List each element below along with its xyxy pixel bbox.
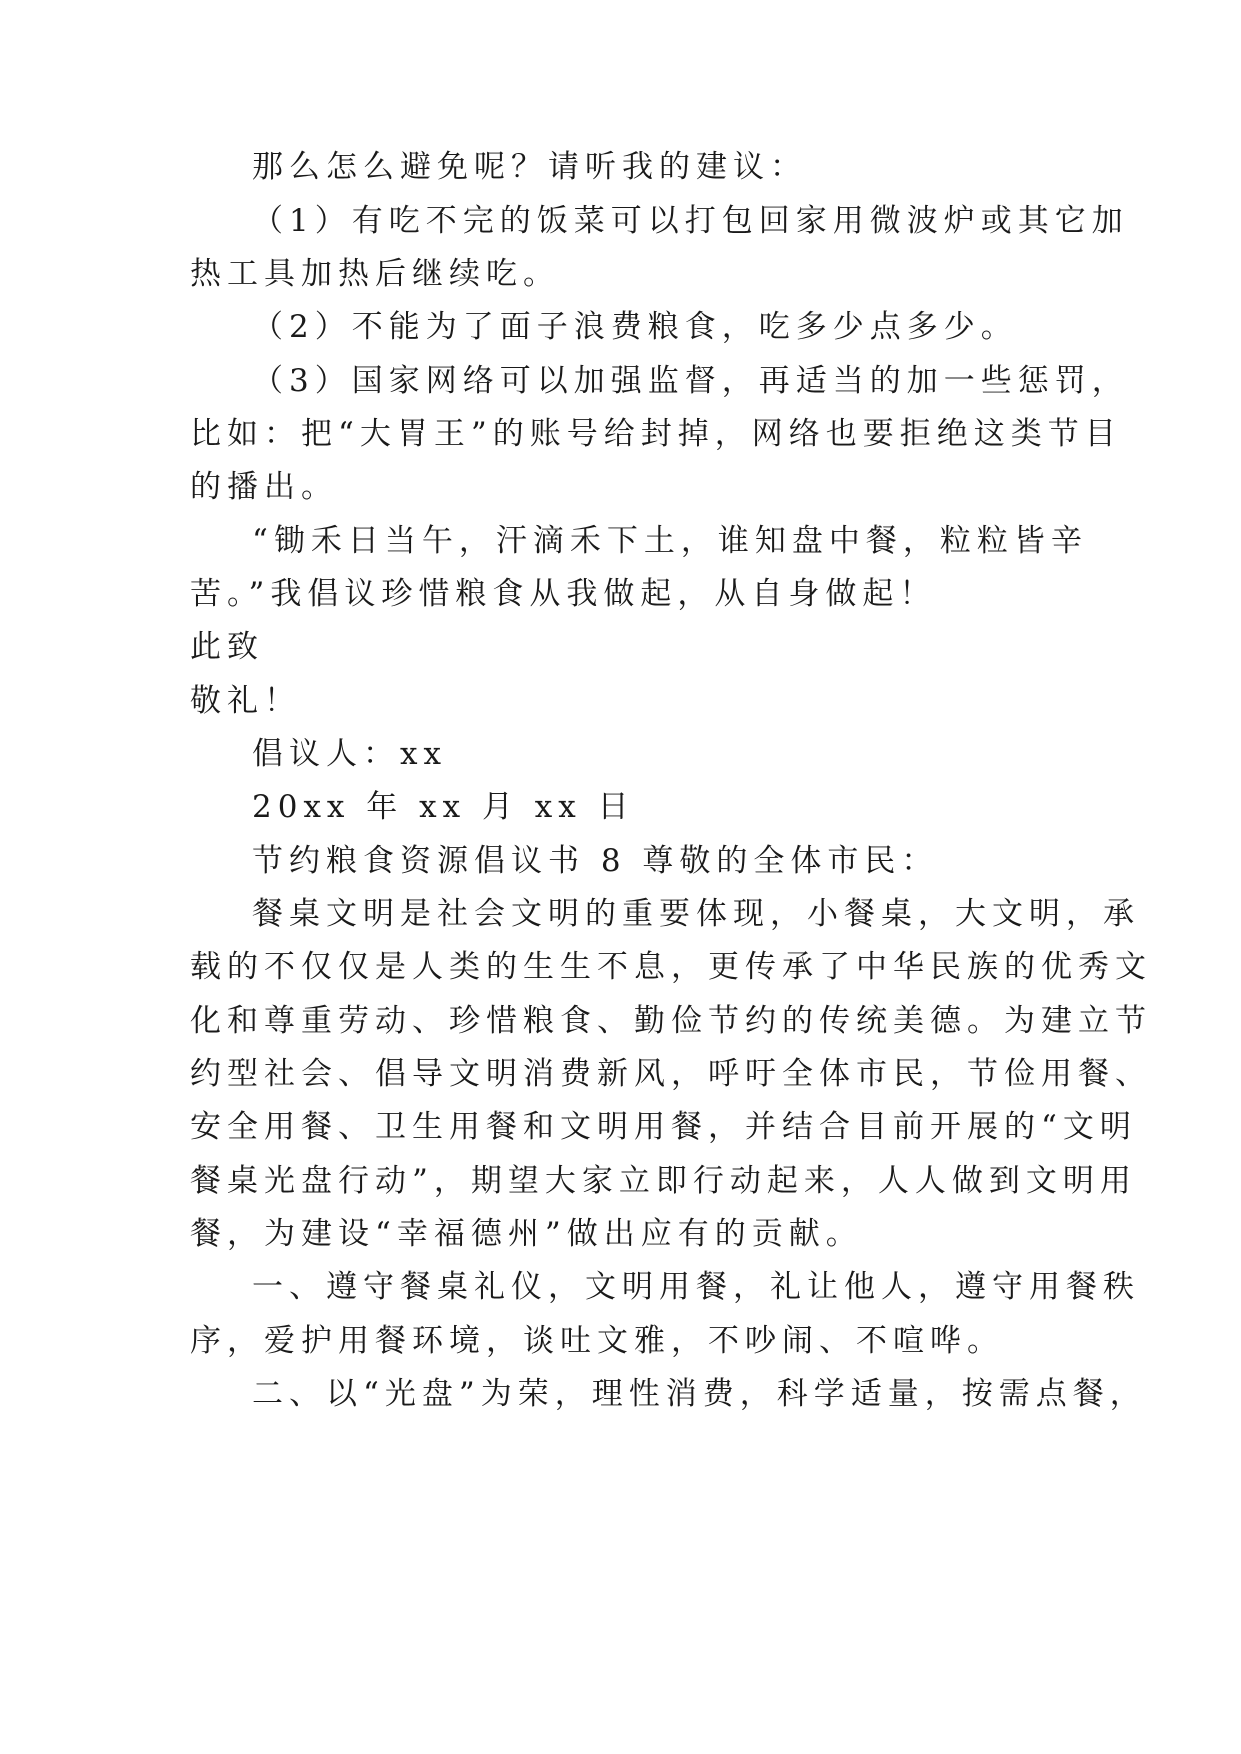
paragraph-line: 二、以“光盘”为荣，理性消费，科学适量，按需点餐，	[252, 1376, 1147, 1412]
paragraph-line: 化和尊重劳动、珍惜粮食、勤俭节约的传统美德。为建立节	[190, 1003, 1152, 1039]
paragraph-line: 比如：把“大胃王”的账号给封掉，网络也要拒绝这类节目	[190, 416, 1122, 452]
paragraph-line: （3）国家网络可以加强监督，再适当的加一些惩罚，	[252, 363, 1129, 399]
paragraph-line: 一、遵守餐桌礼仪，文明用餐，礼让他人，遵守用餐秩	[252, 1269, 1140, 1305]
paragraph-line: 餐桌光盘行动”，期望大家立即行动起来，人人做到文明用	[190, 1163, 1137, 1199]
paragraph-line: 序，爱护用餐环境，谈吐文雅，不吵闹、不喧哗。	[190, 1323, 1004, 1359]
date-line: 20xx 年 xx 月 xx 日	[252, 789, 635, 825]
paragraph-line: 苦。”我倡议珍惜粮食从我做起，从自身做起！	[190, 576, 937, 612]
signature-line: 倡议人：xx	[252, 736, 447, 772]
paragraph-line: 约型社会、倡导文明消费新风，呼吁全体市民，节俭用餐、	[190, 1056, 1152, 1092]
paragraph-line: （2）不能为了面子浪费粮食，吃多少点多少。	[252, 309, 1018, 345]
paragraph-line: 餐，为建设“幸福德州”做出应有的贡献。	[190, 1216, 863, 1252]
paragraph-line: 安全用餐、卫生用餐和文明用餐，并结合目前开展的“文明	[190, 1109, 1137, 1145]
paragraph-line: 的播出。	[190, 469, 338, 505]
paragraph-line: 餐桌文明是社会文明的重要体现，小餐桌，大文明，承	[252, 896, 1140, 932]
paragraph-line: （1）有吃不完的饭菜可以打包回家用微波炉或其它加	[252, 203, 1129, 239]
section-heading: 节约粮食资源倡议书 8 尊敬的全体市民：	[252, 843, 939, 879]
paragraph-line: “锄禾日当午，汗滴禾下土，谁知盘中餐，粒粒皆辛	[252, 523, 1088, 559]
paragraph-line: 载的不仅仅是人类的生生不息，更传承了中华民族的优秀文	[190, 949, 1152, 985]
closing-salutation: 敬礼！	[190, 683, 301, 719]
paragraph-line: 那么怎么避免呢？请听我的建议：	[252, 149, 807, 185]
closing-salutation: 此致	[190, 629, 264, 665]
paragraph-line: 热工具加热后继续吃。	[190, 256, 560, 292]
